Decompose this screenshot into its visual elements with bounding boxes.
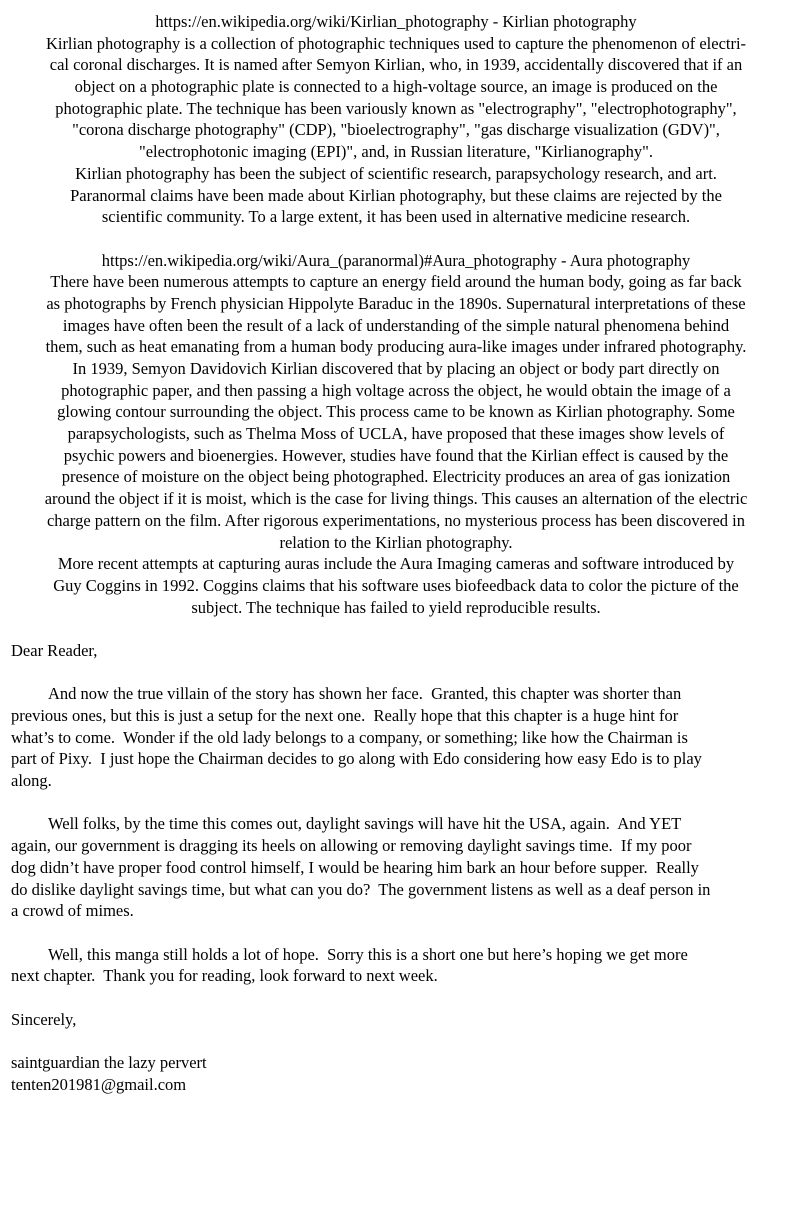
text-line: what’s to come. Wonder if the old lady belongs to a company, or something; like how the Chairman is	[11, 727, 688, 747]
text-line: scientific community. To a large extent, it has been used in alternative medicine research.	[101, 207, 691, 227]
text-line: Kirlian photography is a collection of photographic techniques used to capture the phenomenon of electri-	[45, 33, 747, 53]
text-line: charge pattern on the film. After rigorous experimentations, no mysterious process has been discovered in	[46, 510, 745, 530]
text-line: photographic paper, and then passing a high voltage across the object, he would obtain the image of a	[61, 380, 731, 400]
text-line: again, our government is dragging its heels on allowing or removing daylight savings time. If my poor	[11, 836, 692, 856]
text-line: "corona discharge photography" (CDP), "bioelectrography", "gas discharge visualization (GDV)",	[72, 120, 720, 140]
text-line: photographic plate. The technique has been variously known as "electrography", "electrophotography",	[55, 98, 737, 118]
signature-email: tenten201981@gmail.com	[11, 1074, 187, 1094]
letter-salutation: Dear Reader,	[11, 640, 98, 660]
text-line: dog didn’t have proper food control himself, I would be hearing him bark an hour before supper. Really	[11, 857, 699, 877]
text-line: them, such as heat emanating from a human body producing aura-like images under infrared photography.	[45, 337, 747, 357]
text-line: a crowd of mimes.	[11, 901, 134, 921]
text-line: glowing contour surrounding the object. This process came to be known as Kirlian photography. Some	[57, 402, 735, 422]
text-line: More recent attempts at capturing auras include the Aura Imaging cameras and software introduced by	[57, 554, 735, 574]
text-line: Guy Coggins in 1992. Coggins claims that his software uses biofeedback data to color the picture of the	[53, 575, 739, 595]
text-line: next chapter. Thank you for reading, look forward to next week.	[11, 966, 438, 986]
text-line: as photographs by French physician Hippolyte Baraduc in the 1890s. Supernatural interpretations of these	[46, 293, 746, 313]
text-line: images have often been the result of a lack of understanding of the simple natural phenomena behind	[62, 315, 730, 335]
text-line: Well folks, by the time this comes out, daylight savings will have hit the USA, again. And YET	[48, 814, 682, 834]
text-line: psychic powers and bioenergies. However, studies have found that the Kirlian effect is caused by the	[63, 445, 729, 465]
signature-name: saintguardian the lazy pervert	[11, 1053, 207, 1072]
text-line: And now the true villain of the story has shown her face. Granted, this chapter was shorter than	[48, 684, 682, 704]
text-line: do dislike daylight savings time, but what can you do? The government listens as well as a deaf person in	[11, 879, 711, 899]
letter-paragraph-3	[11, 944, 781, 987]
letter-section	[11, 640, 781, 1095]
text-line: Paranormal claims have been made about Kirlian photography, but these claims are rejected by the	[70, 185, 722, 205]
letter-signature	[11, 1052, 781, 1095]
text-line: Well, this manga still holds a lot of hope. Sorry this is a short one but here’s hoping we get more	[48, 944, 688, 964]
kirlian-section	[11, 11, 781, 228]
text-line: parapsychologists, such as Thelma Moss of UCLA, have proposed that these images show levels of	[67, 424, 725, 444]
letter-paragraph-2	[11, 813, 781, 921]
kirlian-url: https://en.wikipedia.org/wiki/Kirlian_photography - Kirlian photography	[155, 12, 637, 31]
aura-section	[11, 250, 781, 619]
text-line: part of Pixy. I just hope the Chairman decides to go along with Edo considering how easy Edo is to play	[11, 749, 702, 769]
text-line: Kirlian photography has been the subject of scientific research, parapsychology research, and art.	[75, 163, 717, 183]
text-line: around the object if it is moist, which is the case for living things. This causes an alternation of the electric	[44, 489, 748, 509]
text-line: In 1939, Semyon Davidovich Kirlian discovered that by placing an object or body part directly on	[72, 359, 720, 378]
text-line: along.	[11, 771, 52, 791]
text-line: "electrophotonic imaging (EPI)", and, in Russian literature, "Kirlianography".	[138, 142, 654, 162]
text-line: subject. The technique has failed to yield reproducible results.	[191, 597, 601, 617]
text-line: presence of moisture on the object being photographed. Electricity produces an area of gas ionization	[61, 467, 731, 487]
text-line: cal coronal discharges. It is named after Semyon Kirlian, who, in 1939, accidentally discovered that if an	[49, 55, 743, 75]
text-line: There have been numerous attempts to capture an energy field around the human body, going as far back	[50, 272, 742, 292]
text-line: relation to the Kirlian photography.	[279, 532, 513, 552]
text-line: object on a photographic plate is connected to a high-voltage source, an image is produced on the	[74, 77, 718, 97]
letter-paragraph-1	[11, 683, 781, 791]
aura-url: https://en.wikipedia.org/wiki/Aura_(paranormal)#Aura_photography - Aura photography	[101, 250, 691, 270]
text-line: previous ones, but this is just a setup for the next one. Really hope that this chapter is a huge hint for	[11, 706, 679, 725]
letter-closing: Sincerely,	[11, 1009, 77, 1029]
